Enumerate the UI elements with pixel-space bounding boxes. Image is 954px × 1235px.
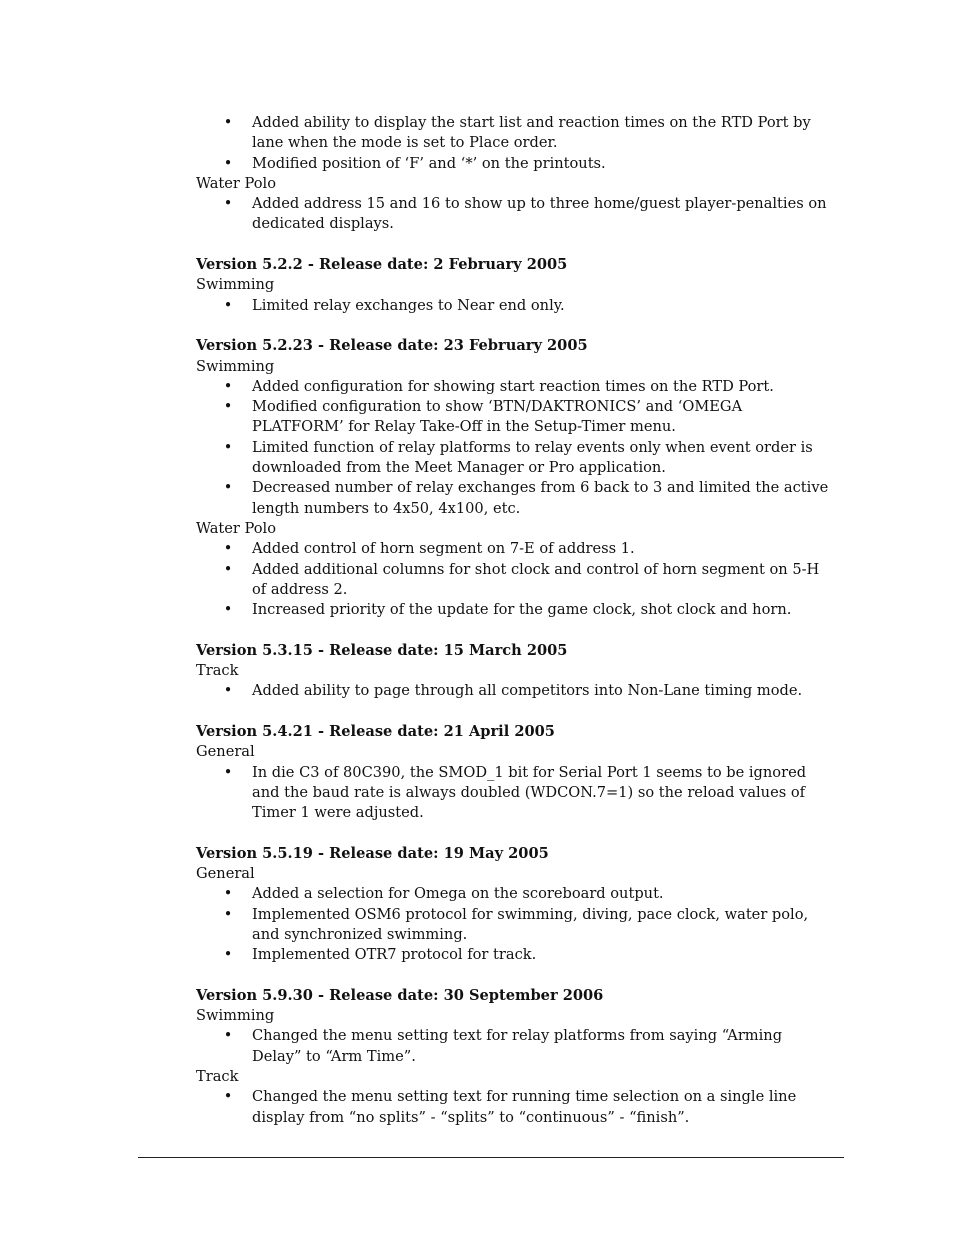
section-gap (196, 823, 836, 843)
list-item (196, 377, 836, 397)
list-item (196, 438, 836, 479)
category-label: Track (196, 1067, 239, 1085)
bullet-icon: • (223, 296, 233, 314)
change-list (196, 296, 836, 316)
list-item (196, 397, 836, 438)
section-gap (196, 965, 836, 985)
category-label: Swimming (196, 1007, 275, 1025)
bullet-icon: • (223, 114, 233, 131)
list-item-text: Increased priority of the update for the game clock, shot clock and horn. (252, 601, 792, 619)
bullet-icon: • (223, 763, 233, 781)
bullet-icon: • (223, 601, 233, 619)
category-label: General (196, 743, 255, 761)
version-heading: Version 5.2.2 - Release date: 2 February 2005 (196, 256, 568, 274)
bullet-icon: • (223, 1027, 233, 1045)
list-item (196, 154, 836, 174)
version-heading: Version 5.2.23 - Release date: 23 February 2005 (196, 337, 588, 355)
category-label: General (196, 864, 255, 882)
bullet-icon: • (223, 377, 233, 395)
list-item-text: Limited function of relay platforms to relay events only when event order is downloaded from the Meet Manager or Pro application. (252, 438, 813, 477)
list-item-text: Added ability to page through all competitors into Non-Lane timing mode. (252, 682, 803, 700)
list-item-text: Changed the menu setting text for relay platforms from saying “Arming Delay” to “Arm Time”. (252, 1027, 783, 1065)
category-label: Track (196, 662, 239, 680)
section-gap (196, 235, 836, 255)
version-heading: Version 5.4.21 - Release date: 21 April 2005 (196, 722, 555, 740)
bullet-icon: • (223, 154, 233, 172)
version-heading: Version 5.9.30 - Release date: 30 September 2006 (196, 986, 604, 1004)
list-item-text: Changed the menu setting text for running time selection on a single line display from “no splits” - “splits” to “continuous” - “finish”. (252, 1088, 797, 1126)
list-item (196, 1087, 836, 1128)
version-heading: Version 5.5.19 - Release date: 19 May 2005 (196, 844, 549, 862)
list-item (196, 560, 836, 601)
bullet-icon: • (223, 479, 233, 497)
change-list (196, 884, 836, 965)
bullet-icon: • (223, 398, 233, 416)
change-list (196, 1087, 836, 1128)
list-item (196, 539, 836, 559)
list-item-text: Added additional columns for shot clock and control of horn segment on 5-H of address 2. (252, 560, 820, 598)
list-item-text: Implemented OSM6 protocol for swimming, diving, pace clock, water polo, and synchronized swimming. (252, 905, 809, 943)
list-item (196, 296, 836, 316)
list-item (196, 600, 836, 620)
list-item-text: In die C3 of 80C390, the SMOD_1 bit for Serial Port 1 seems to be ignored and the baud rate is always doubled (WDCON.7=1) so the reload values of Timer 1 were adjusted. (252, 763, 807, 822)
change-list (196, 681, 836, 701)
bullet-icon: • (223, 905, 233, 923)
list-item-text: Added address 15 and 16 to show up to three home/guest player-penalties on dedicated displays. (252, 195, 827, 233)
change-list (196, 377, 836, 519)
category-label: Swimming (196, 276, 275, 294)
version-heading: Version 5.3.15 - Release date: 15 March 2005 (196, 641, 568, 659)
list-item (196, 194, 836, 235)
change-list (196, 1026, 836, 1067)
bullet-icon: • (223, 540, 233, 558)
release-notes (196, 113, 836, 1128)
list-item (196, 884, 836, 904)
list-item (196, 478, 836, 519)
bullet-icon: • (223, 1088, 233, 1106)
bullet-icon: • (223, 560, 233, 578)
list-item-text: Limited relay exchanges to Near end only. (252, 296, 565, 314)
category-label: Water Polo (196, 519, 277, 537)
bullet-icon: • (223, 682, 233, 700)
list-item (196, 763, 836, 824)
change-list (196, 194, 836, 235)
list-item (196, 1026, 836, 1067)
section-gap (196, 620, 836, 640)
bullet-icon: • (223, 946, 233, 964)
list-item-text: Added configuration for showing start reaction times on the RTD Port. (252, 377, 774, 395)
list-item (196, 113, 836, 154)
category-label: Water Polo (196, 174, 277, 192)
list-item (196, 945, 836, 965)
list-item-text: Added ability to display the start list and reaction times on the RTD Port by lane when the mode is set to Place order. (252, 114, 811, 152)
change-list (196, 763, 836, 824)
list-item (196, 905, 836, 946)
list-item-text: Added a selection for Omega on the scoreboard output. (252, 885, 664, 903)
change-list (196, 539, 836, 620)
section-gap (196, 316, 836, 336)
list-item (196, 681, 836, 701)
footer-rule (138, 1157, 844, 1158)
bullet-icon: • (223, 195, 233, 213)
list-item-text: Decreased number of relay exchanges from 6 back to 3 and limited the active length numbers to 4x50, 4x100, etc. (252, 479, 829, 517)
bullet-icon: • (223, 885, 233, 903)
list-item-text: Modified position of ‘F’ and ‘*’ on the printouts. (252, 154, 606, 172)
list-item-text: Modified configuration to show ‘BTN/DAKTRONICS’ and ‘OMEGA PLATFORM’ for Relay Take-Off in the Setup-Timer menu. (252, 398, 743, 436)
section-gap (196, 702, 836, 722)
category-label: Swimming (196, 357, 275, 375)
bullet-icon: • (223, 438, 233, 456)
list-item-text: Added control of horn segment on 7-E of address 1. (252, 540, 635, 558)
list-item-text: Implemented OTR7 protocol for track. (252, 946, 537, 964)
change-list (196, 113, 836, 174)
